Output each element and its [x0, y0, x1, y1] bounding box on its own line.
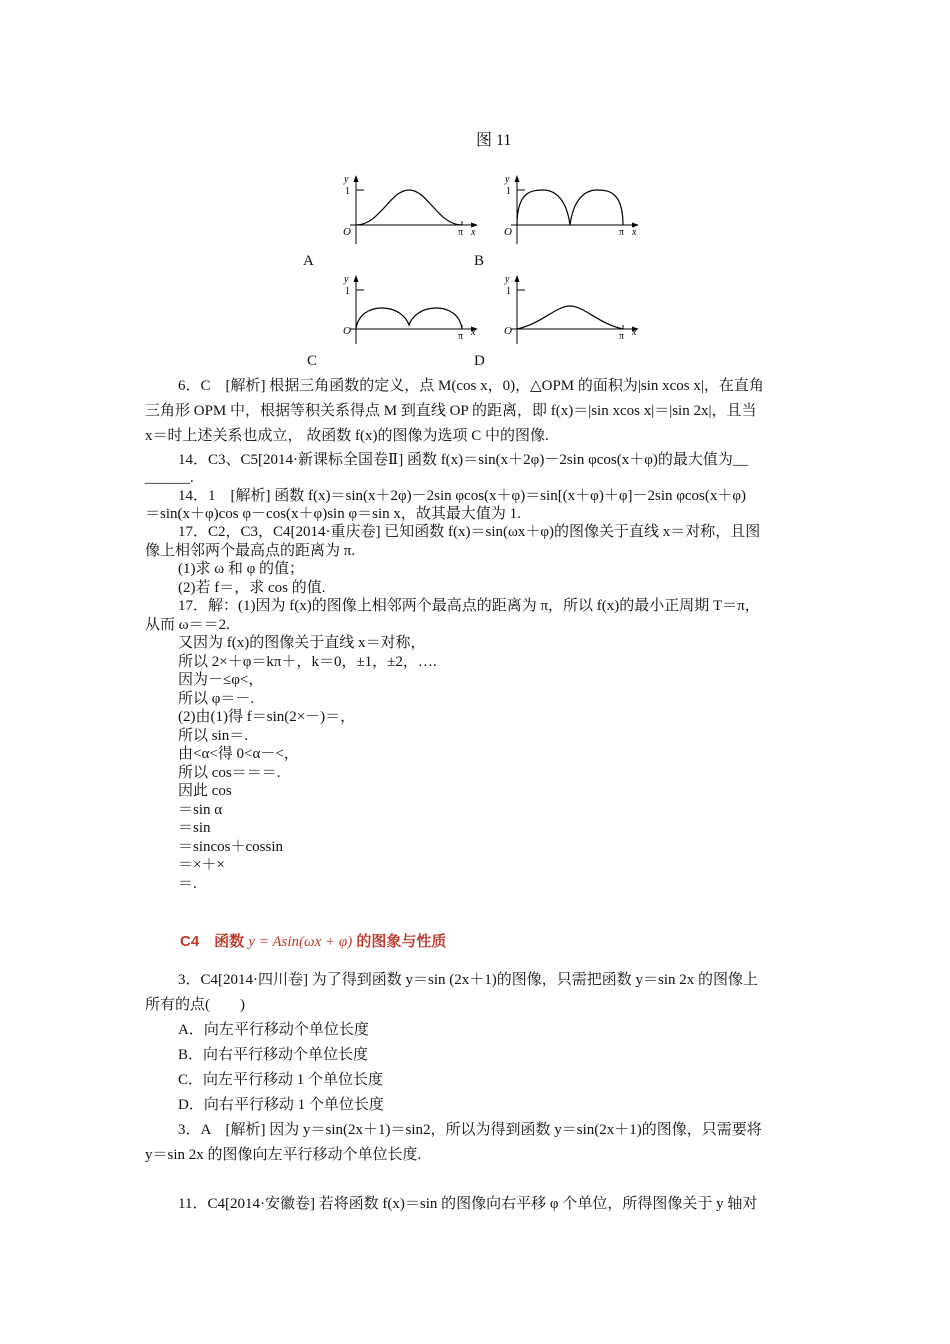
axis-one-label: 1 — [506, 286, 511, 297]
solution-17-line-9: 由<α<得 0<α－<， — [178, 746, 299, 762]
pi-label: π — [458, 331, 464, 342]
option-c-label: C — [307, 353, 318, 369]
solution-17-line-11: 因此 cos — [178, 783, 232, 799]
question-17-part-2: (2)若 f＝，求 cos 的值. — [178, 580, 326, 596]
question-11-line-1: 11．C4[2014·安徽卷] 若将函数 f(x)＝sin 的图像向右平移 φ 个单位，所得图像关于 y 轴对 — [178, 1196, 758, 1212]
origin-label: O — [504, 226, 512, 238]
solution-17-line-13: ＝sin — [178, 820, 211, 836]
figure-title: 图 11 — [476, 132, 512, 149]
pi-label: π — [619, 331, 625, 342]
axis-y-label: y — [344, 274, 349, 285]
solution-14-line-1: 14．1 [解析] 函数 f(x)＝sin(x＋2φ)－2sin φcos(x＋φ)＝sin[(x＋φ)＋φ]－2sin φcos(x＋φ) — [178, 488, 747, 504]
question-14-line-2: ______. — [145, 470, 194, 486]
solution-17-line-8: 所以 sin＝. — [178, 728, 249, 744]
graph-option-c — [340, 272, 480, 352]
origin-label: O — [343, 325, 351, 337]
graph-option-a — [340, 172, 480, 252]
solution-17-line-16: ＝. — [178, 876, 197, 892]
origin-label: O — [504, 325, 512, 337]
origin-label: O — [343, 226, 351, 238]
axis-one-label: 1 — [345, 286, 350, 297]
solution-17-line-14: ＝sincos＋cossin — [178, 839, 284, 855]
question-3-line-1: 3．C4[2014·四川卷] 为了得到函数 y＝sin (2x＋1)的图像，只需把函数 y＝sin 2x 的图像上 — [178, 972, 758, 988]
option-a-label: A — [303, 253, 314, 269]
option-d-label: D — [474, 353, 485, 369]
graph-option-b — [501, 172, 641, 252]
question-3-option-b: B．向右平行移动个单位长度 — [178, 1047, 369, 1063]
axis-y-label: y — [505, 174, 510, 185]
option-b-label: B — [474, 253, 485, 269]
solution-17-line-5: 因为－≤φ<， — [178, 672, 264, 688]
axis-x-label: x — [632, 327, 637, 338]
solution-6-line-1: 6．C [解析] 根据三角函数的定义，点 M(cos x，0)，△OPM 的面积为|sin xcos x|，在直角 — [178, 378, 764, 394]
solution-3-line-1: 3．A [解析] 因为 y＝sin(2x＋1)＝sin2，所以为得到函数 y＝sin(2x＋1)的图像，只需要将 — [178, 1122, 762, 1138]
question-17-part-1: (1)求 ω 和 φ 的值； — [178, 561, 305, 577]
solution-17-line-10: 所以 cos＝＝＝. — [178, 765, 281, 781]
section-heading-label: C4 函数 — [180, 933, 245, 950]
question-14-line-1: 14．C3、C5[2014·新课标全国卷Ⅱ] 函数 f(x)＝sin(x＋2φ)－2sin φcos(x＋φ)的最大值为__ — [178, 452, 748, 468]
graph-option-d — [501, 272, 641, 352]
solution-14-line-2: ＝sin(x＋φ)cos φ－cos(x＋φ)sin φ＝sin x，故其最大值为 1. — [145, 506, 521, 522]
axis-y-label: y — [505, 274, 510, 285]
axis-y-label: y — [344, 174, 349, 185]
axis-x-label: x — [471, 327, 476, 338]
axis-x-label: x — [632, 227, 637, 238]
section-heading — [180, 930, 446, 951]
solution-17-line-2: 从而 ω＝＝2. — [145, 617, 230, 633]
question-17-line-1: 17．C2，C3，C4[2014·重庆卷] 已知函数 f(x)＝sin(ωx＋φ)的图像关于直线 x＝对称，且图 — [178, 524, 761, 540]
question-3-line-2: 所有的点( ) — [145, 997, 245, 1013]
question-3-option-c: C．向左平行移动 1 个单位长度 — [178, 1072, 384, 1088]
pi-label: π — [619, 227, 625, 238]
axis-one-label: 1 — [345, 186, 350, 197]
solution-17-line-4: 所以 2×＋φ＝kπ＋，k＝0，±1，±2，…. — [178, 654, 437, 670]
section-heading-tail: 的图象与性质 — [356, 933, 447, 950]
solution-17-line-7: (2)由(1)得 f＝sin(2×－)＝， — [178, 709, 356, 725]
question-3-option-a: A．向左平行移动个单位长度 — [178, 1022, 369, 1038]
question-17-line-2: 像上相邻两个最高点的距离为 π. — [145, 543, 356, 559]
axis-one-label: 1 — [506, 186, 511, 197]
solution-6-line-3: x＝时上述关系也成立， 故函数 f(x)的图像为选项 C 中的图像. — [145, 428, 549, 444]
solution-17-line-3: 又因为 f(x)的图像关于直线 x＝对称， — [178, 635, 426, 651]
pi-label: π — [458, 227, 464, 238]
section-heading-formula: y = Asin(ωx + φ) — [248, 934, 353, 950]
solution-6-line-2: 三角形 OPM 中，根据等积关系得点 M 到直线 OP 的距离，即 f(x)＝|sin xcos x|＝|sin 2x|，且当 — [145, 403, 757, 419]
solution-17-line-12: ＝sin α — [178, 802, 223, 818]
solution-17-line-15: ＝×＋× — [178, 857, 225, 873]
solution-17-line-6: 所以 φ＝－. — [178, 691, 255, 707]
solution-17-line-1: 17．解：(1)因为 f(x)的图像上相邻两个最高点的距离为 π，所以 f(x)的最小正周期 T＝π， — [178, 598, 760, 614]
solution-3-line-2: y＝sin 2x 的图像向左平行移动个单位长度. — [145, 1147, 422, 1163]
question-3-option-d: D．向右平行移动 1 个单位长度 — [178, 1097, 384, 1113]
axis-x-label: x — [471, 227, 476, 238]
